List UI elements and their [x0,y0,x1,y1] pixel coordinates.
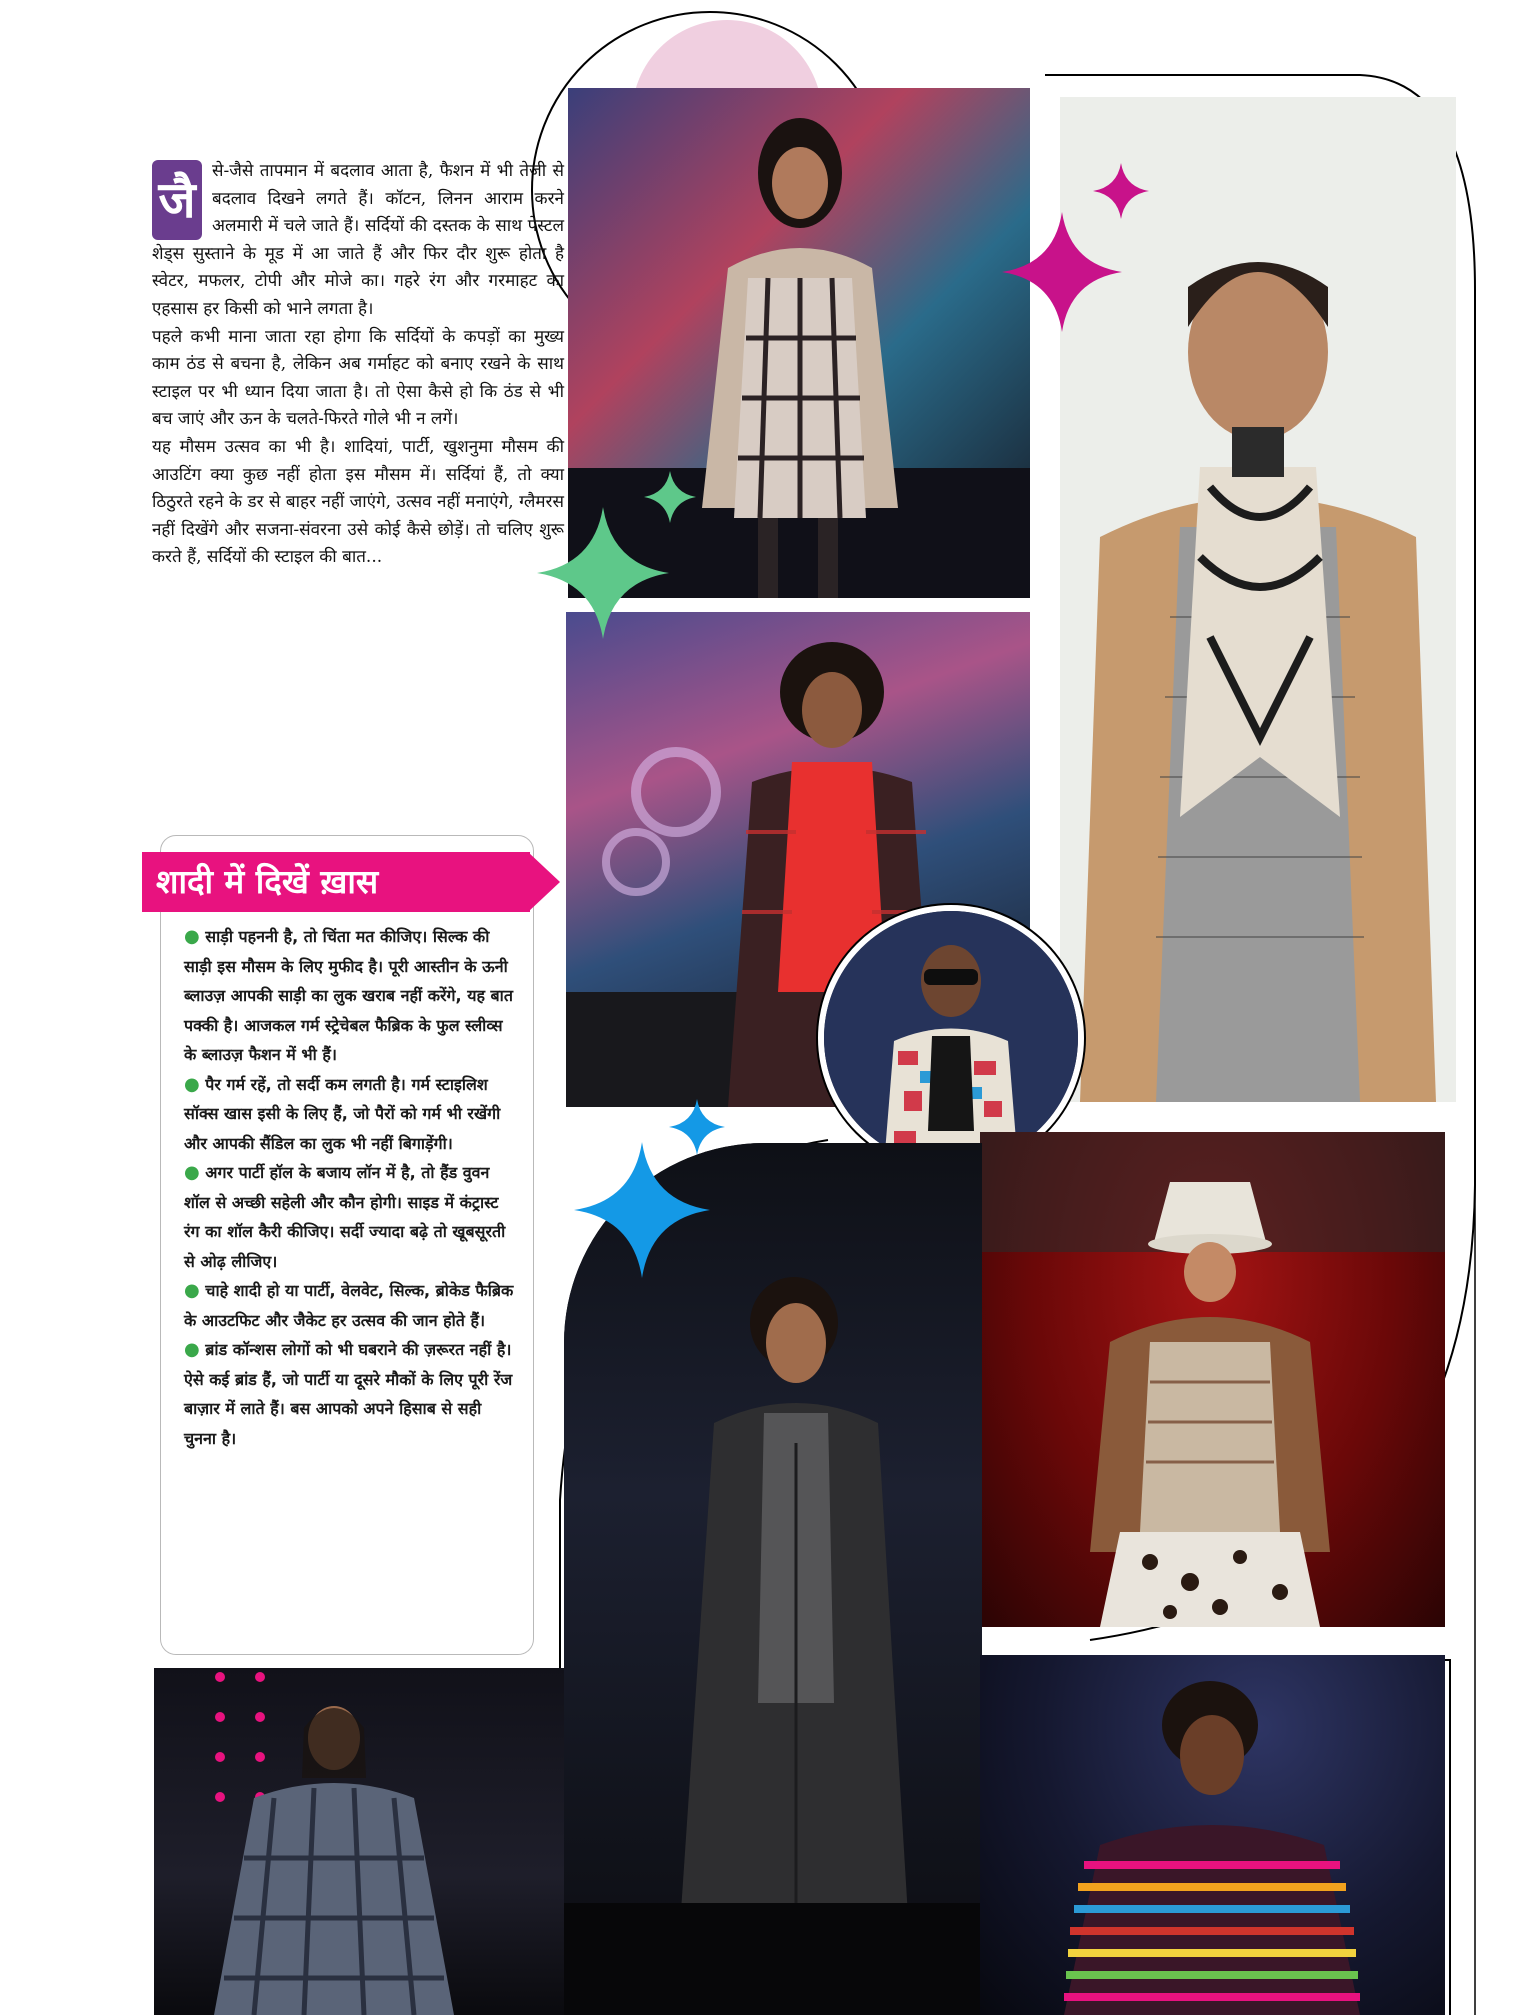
model-striped-sweater-photo [980,1655,1445,2015]
intro-article [152,158,564,572]
dropcap: जै [152,160,202,240]
bullet-dot-icon: ● [184,1339,200,1360]
intro-first-text: से-जैसे तापमान में बदलाव आता है, फैशन में भी तेजी से बदलाव दिखने लगते हैं। कॉटन, लिनन आराम करने अलमारी में चले जाते हैं। सर्दियों की दस्तक के साथ पेस्टल शेड्स सुस्ताने के मूड में आ जाते हैं और फिर दौर शुरू होता है स्वेटर, मफलर, टोपी और मोजे का। गहरे रंग और गरमाहट का एहसास हर किसी को भाने लगता है। [152,161,564,319]
tips-list [184,922,514,1453]
bullet-dot-icon: ● [184,1073,200,1095]
sparkle-magenta-large-icon [1000,210,1124,334]
intro-first-paragraph [152,158,564,324]
sidebar-title: शादी में दिखें ख़ास [142,852,530,912]
tip-item: ● पैर गर्म रहें, तो सर्दी कम लगती है। गर्म स्टाइलिश सॉक्स खास इसी के लिए हैं, जो पैरों को गर्म भी रखेंगी और आपकी सैंडिल का लुक भी नहीं बिगाड़ेंगी। [184,1073,501,1153]
tip-item: ● चाहे शादी हो या पार्टी, वेलवेट, सिल्क, ब्रोकेड फैब्रिक के आउटफिट और जैकेट हर उत्सव की जान होते हैं। [184,1280,514,1330]
intro-paragraph-2: पहले कभी माना जाता रहा होगा कि सर्दियों के कपड़ों का मुख्य काम ठंड से बचना है, लेकिन अब गर्माहट को बनाए रखने के साथ स्टाइल पर भी ध्यान दिया जाता है। तो ऐसा कैसे हो कि ठंड से भी बच जाएं और ऊन के चलते-फिरते गोले भी न लगें। [152,326,564,430]
model-plaid-coat-braids-photo [154,1668,564,2015]
model-bucket-hat-jacket-photo [980,1132,1445,1627]
sparkle-blue-large-icon [572,1140,712,1280]
bullet-dot-icon: ● [184,1162,200,1183]
sidebar-title-arrow [528,852,560,912]
bullet-dot-icon: ● [184,1280,200,1301]
tip-item: ● ब्रांड कॉन्शस लोगों को भी घबराने की ज़रूरत नहीं है। ऐसे कई ब्रांड हैं, जो पार्टी या दूसरे मौकों के लिए पूरी रेंज बाज़ार में लाते हैं। बस आपको अपने हिसाब से सही चुनना है। [184,1339,513,1448]
intro-paragraph-3: यह मौसम उत्सव का भी है। शादियां, पार्टी, खुशनुमा मौसम की आउटिंग क्या कुछ नहीं होता इस मौसम में। सर्दियां हैं, तो क्या ठिठुरते रहने के डर से बाहर नहीं जाएंगे, उत्सव नहीं मनाएंगे, ग्लैमरस नहीं दिखेंगे और सजना-संवरना उसे कोई कैसे छोड़ें। तो चलिए शुरू करते हैं, सर्दियों की स्टाइल की बात... [152,436,564,568]
sidebar-title-banner [142,852,560,912]
tip-item: ● अगर पार्टी हॉल के बजाय लॉन में है, तो हैंड वुवन शॉल से अच्छी सहेली और कौन होगी। साइड में कंट्रास्ट रंग का शॉल कैरी कीजिए। सर्दी ज्यादा बढ़े तो खूबसूरती से ओढ़ लीजिए। [184,1162,506,1271]
bullet-dot-icon: ● [184,926,200,947]
tip-item: ● साड़ी पहननी है, तो चिंता मत कीजिए। सिल्क की साड़ी इस मौसम के लिए मुफीद है। पूरी आस्तीन के ऊनी ब्लाउज़ आपकी साड़ी का लुक खराब नहीं करेंगे, यह बात पक्की है। आजकल गर्म स्ट्रेचेबल फैब्रिक के फुल स्लीव्स के ब्लाउज़ फैशन में भी हैं। [184,926,513,1064]
